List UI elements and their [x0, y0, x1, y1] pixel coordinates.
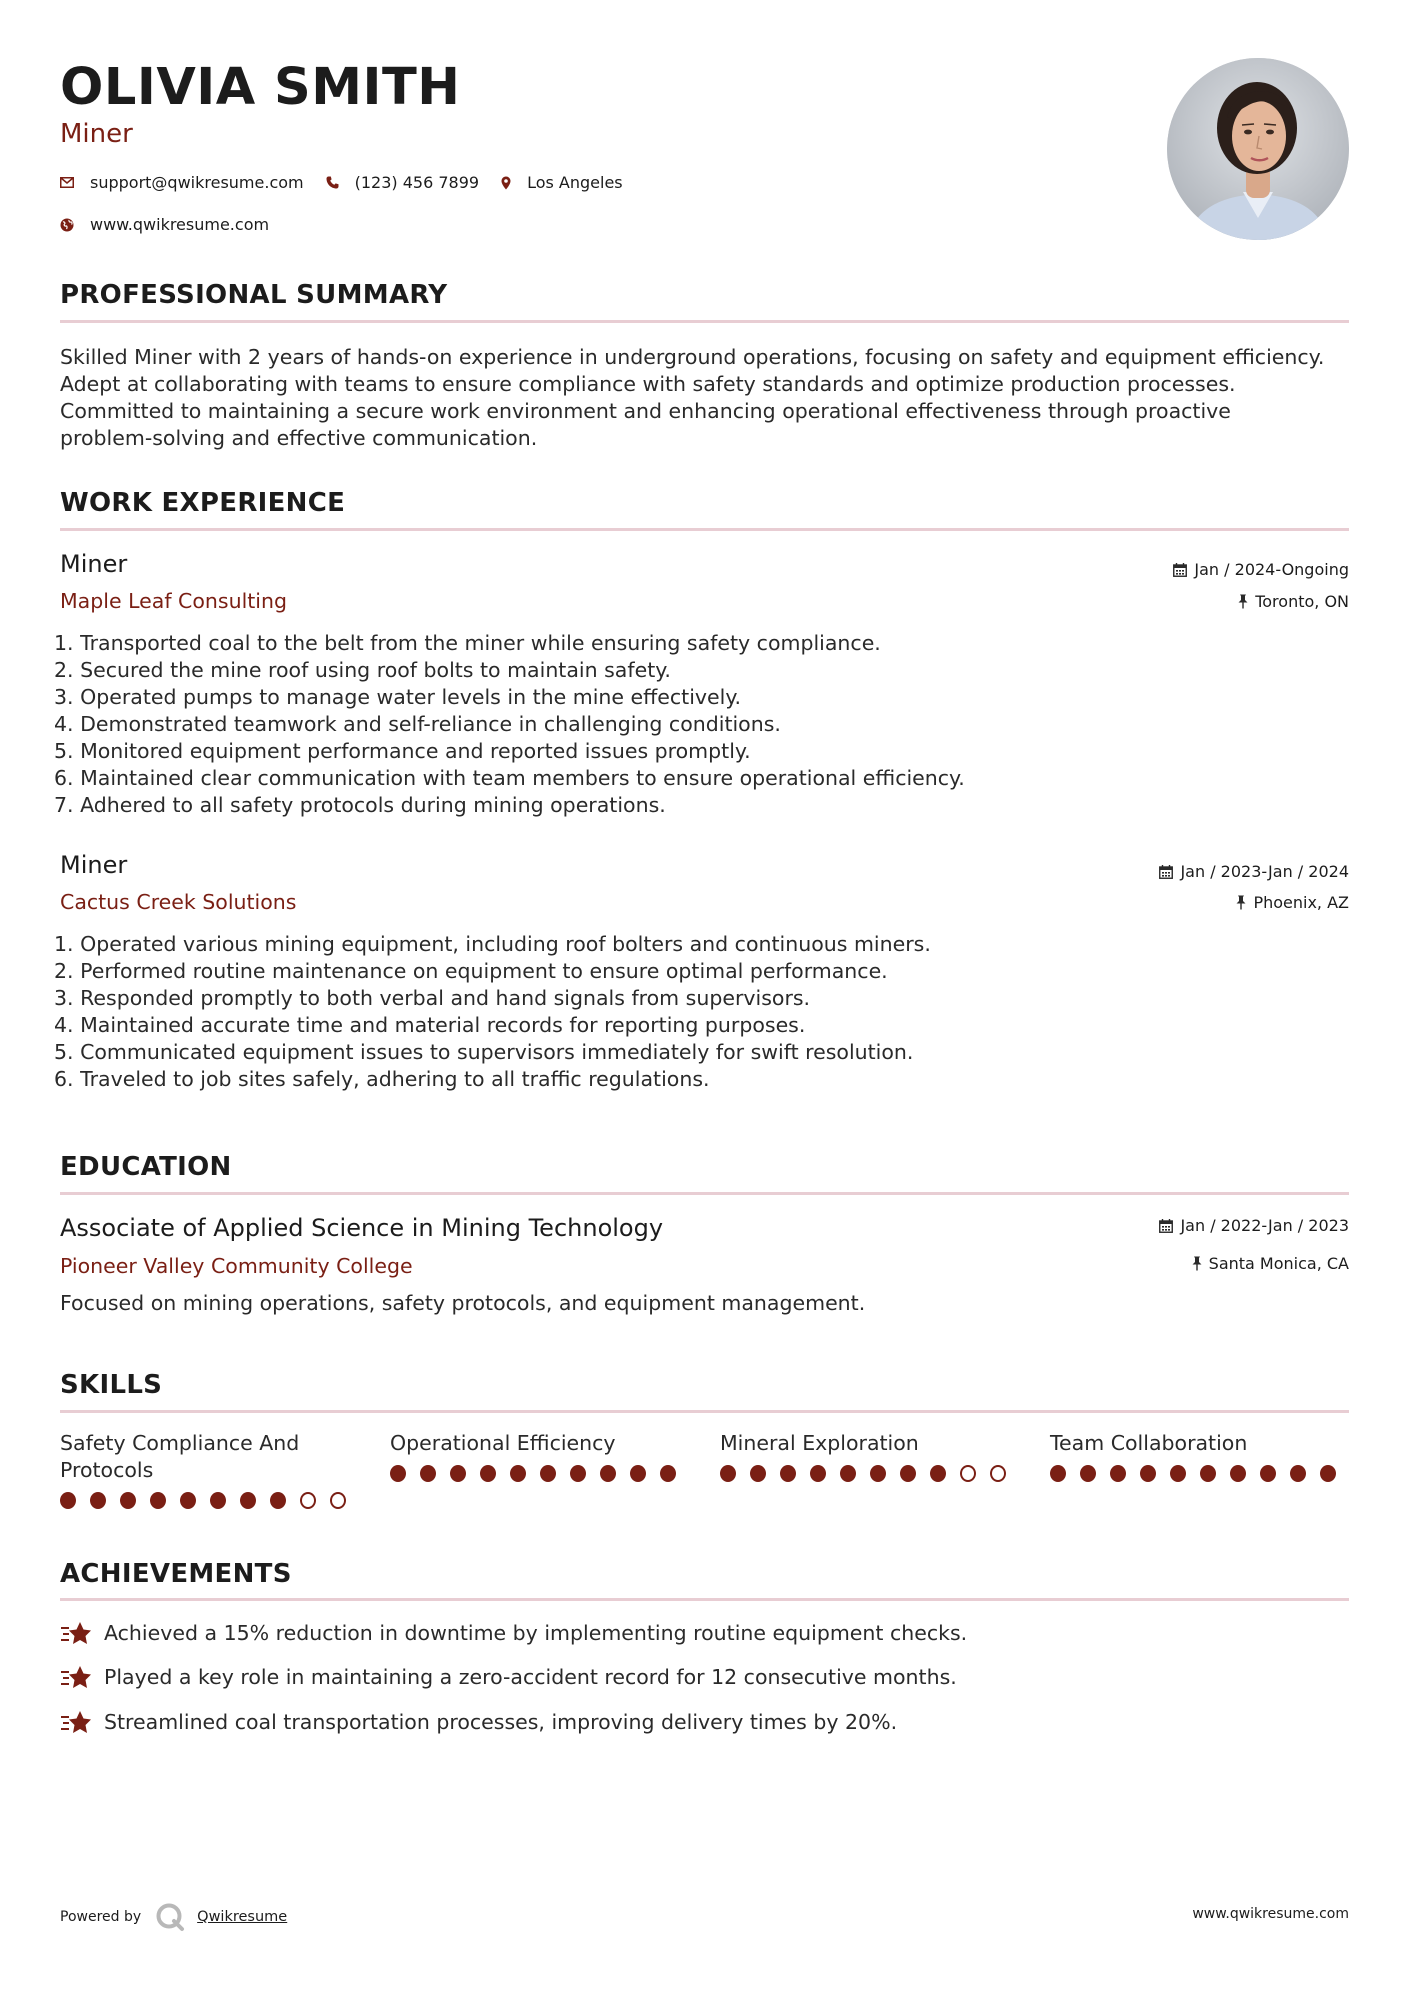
rating-dot-filled [1140, 1465, 1156, 1482]
section-divider [60, 320, 1349, 323]
rating-dot-filled [900, 1465, 916, 1482]
list-item: 4. Demonstrated teamwork and self-reliance in challenging conditions. [54, 712, 781, 736]
section-divider [60, 1598, 1349, 1601]
rating-dot-filled [1080, 1465, 1096, 1482]
footer-powered-by [60, 1902, 287, 1932]
list-item: 5. Communicated equipment issues to supervisors immediately for swift resolution. [54, 1040, 914, 1064]
contact-email[interactable] [60, 173, 304, 192]
list-item: 6. Maintained clear communication with team members to ensure operational efficiency. [54, 766, 965, 790]
rating-dot-filled [810, 1465, 826, 1482]
skill-item [390, 1430, 690, 1482]
rating-dot-filled [600, 1465, 616, 1482]
list-item: 2. Performed routine maintenance on equipment to ensure optimal performance. [54, 959, 888, 983]
phone-text: (123) 456 7899 [354, 173, 480, 192]
rating-dot-filled [450, 1465, 466, 1482]
list-item: 3. Responded promptly to both verbal and hand signals from supervisors. [54, 986, 811, 1010]
rating-dot-empty [960, 1465, 976, 1482]
skill-item [1050, 1430, 1350, 1482]
pushpin-icon [1192, 1256, 1202, 1271]
star-award-icon [60, 1709, 92, 1735]
rating-dot-filled [1110, 1465, 1126, 1482]
rating-dot-filled [1200, 1465, 1216, 1482]
website-text: www.qwikresume.com [90, 215, 270, 234]
job-dates-text: Jan / 2024-Ongoing [1194, 560, 1349, 579]
skill-rating [720, 1465, 1020, 1482]
job-title: Miner [60, 550, 128, 578]
rating-dot-filled [1170, 1465, 1186, 1482]
school-name: Pioneer Valley Community College [60, 1254, 413, 1278]
qwikresume-logo-icon [155, 1902, 185, 1932]
star-award-icon [60, 1664, 92, 1690]
calendar-icon [1159, 865, 1173, 879]
skill-name [720, 1430, 1020, 1457]
star-award-icon [60, 1620, 92, 1646]
list-item: 4. Maintained accurate time and material records for reporting purposes. [54, 1013, 806, 1037]
rating-dot-empty [990, 1465, 1006, 1482]
rating-dot-filled [1230, 1465, 1246, 1482]
rating-dot-filled [1260, 1465, 1276, 1482]
job-duties-list [54, 931, 931, 1093]
footer-website-link[interactable]: www.qwikresume.com [1192, 1906, 1349, 1922]
achievements-heading: ACHIEVEMENTS [60, 1559, 292, 1589]
skill-name-line: Operational Efficiency [390, 1431, 616, 1455]
candidate-role: Miner [60, 119, 133, 149]
degree-title: Associate of Applied Science in Mining Technology [60, 1214, 664, 1242]
job-location-text: Toronto, ON [1255, 592, 1349, 611]
job-location [1236, 893, 1349, 912]
section-divider [60, 528, 1349, 531]
achievement-item [60, 1709, 897, 1735]
contact-row-website [60, 215, 291, 234]
pushpin-icon [1238, 594, 1248, 609]
email-text: support@qwikresume.com [90, 173, 304, 192]
rating-dot-filled [870, 1465, 886, 1482]
achievement-item [60, 1620, 967, 1646]
rating-dot-filled [90, 1492, 106, 1509]
rating-dot-filled [390, 1465, 406, 1482]
list-item: 1. Operated various mining equipment, including roof bolters and continuous miners. [54, 932, 931, 956]
rating-dot-filled [1290, 1465, 1306, 1482]
rating-dot-filled [720, 1465, 736, 1482]
phone-icon [326, 176, 339, 189]
skill-name [390, 1430, 690, 1457]
skill-name-line: Protocols [60, 1458, 154, 1482]
section-divider [60, 1410, 1349, 1413]
rating-dot-empty [300, 1492, 316, 1509]
envelope-icon [60, 177, 74, 188]
achievement-text: Achieved a 15% reduction in downtime by implementing routine equipment checks. [104, 1621, 968, 1645]
rating-dot-filled [750, 1465, 766, 1482]
rating-dot-filled [1050, 1465, 1066, 1482]
list-item: 1. Transported coal to the belt from the miner while ensuring safety compliance. [54, 631, 881, 655]
contact-location [501, 173, 623, 192]
contact-row [60, 173, 645, 192]
powered-by-label: Powered by [60, 1909, 142, 1925]
rating-dot-filled [930, 1465, 946, 1482]
list-item: 3. Operated pumps to manage water levels in the mine effectively. [54, 685, 742, 709]
list-item: 7. Adhered to all safety protocols during mining operations. [54, 793, 666, 817]
rating-dot-empty [330, 1492, 346, 1509]
rating-dot-filled [60, 1492, 76, 1509]
profile-photo [1167, 58, 1349, 240]
rating-dot-filled [480, 1465, 496, 1482]
skills-heading: SKILLS [60, 1370, 163, 1400]
portrait-image [1167, 58, 1349, 240]
contact-website[interactable] [60, 215, 269, 234]
rating-dot-filled [210, 1492, 226, 1509]
experience-heading: WORK EXPERIENCE [60, 488, 346, 518]
location-text: Los Angeles [527, 173, 623, 192]
education-description: Focused on mining operations, safety protocols, and equipment management. [60, 1291, 866, 1315]
job-dates [1159, 862, 1349, 881]
achievement-item [60, 1664, 957, 1690]
skill-name-line: Mineral Exploration [720, 1431, 919, 1455]
list-item: 2. Secured the mine roof using roof bolts to maintain safety. [54, 658, 671, 682]
job-location-text: Phoenix, AZ [1253, 893, 1349, 912]
rating-dot-filled [120, 1492, 136, 1509]
rating-dot-filled [570, 1465, 586, 1482]
skill-name [1050, 1430, 1350, 1457]
rating-dot-filled [540, 1465, 556, 1482]
globe-icon [60, 218, 74, 232]
job-title: Miner [60, 851, 128, 879]
rating-dot-filled [630, 1465, 646, 1482]
skill-rating [60, 1492, 360, 1509]
education-dates-text: Jan / 2022-Jan / 2023 [1180, 1216, 1349, 1235]
achievement-text: Streamlined coal transportation processes, improving delivery times by 20%. [104, 1710, 898, 1734]
education-location [1192, 1254, 1349, 1273]
contact-phone[interactable] [326, 173, 479, 192]
summary-line: Adept at collaborating with teams to ensure compliance with safety standards and optimize production processes. [60, 372, 1236, 396]
skill-rating [390, 1465, 690, 1482]
job-dates [1173, 560, 1349, 579]
calendar-icon [1173, 563, 1187, 577]
summary-text [60, 344, 1349, 452]
company-name: Cactus Creek Solutions [60, 890, 297, 914]
pushpin-icon [1236, 895, 1246, 910]
achievement-text: Played a key role in maintaining a zero-accident record for 12 consecutive months. [104, 1665, 957, 1689]
rating-dot-filled [840, 1465, 856, 1482]
summary-line: Skilled Miner with 2 years of hands-on experience in underground operations, focusing on safety and equipment efficiency. [60, 345, 1325, 369]
qwikresume-link[interactable]: Qwikresume [197, 1909, 288, 1925]
company-name: Maple Leaf Consulting [60, 589, 288, 613]
rating-dot-filled [780, 1465, 796, 1482]
education-heading: EDUCATION [60, 1152, 232, 1182]
education-location-text: Santa Monica, CA [1208, 1254, 1349, 1273]
skill-name-line: Team Collaboration [1050, 1431, 1248, 1455]
summary-line: problem-solving and effective communication. [60, 426, 538, 450]
summary-line: Committed to maintaining a secure work environment and enhancing operational effectiveness through proactive [60, 399, 1231, 423]
map-pin-icon [501, 176, 511, 190]
rating-dot-filled [270, 1492, 286, 1509]
candidate-name: OLIVIA SMITH [60, 58, 461, 117]
skill-rating [1050, 1465, 1350, 1482]
education-dates [1159, 1216, 1349, 1235]
skill-item [720, 1430, 1020, 1482]
summary-heading: PROFESSIONAL SUMMARY [60, 280, 448, 310]
section-divider [60, 1192, 1349, 1195]
list-item: 6. Traveled to job sites safely, adhering to all traffic regulations. [54, 1067, 710, 1091]
rating-dot-filled [420, 1465, 436, 1482]
skill-item [60, 1430, 360, 1509]
skill-name [60, 1430, 360, 1484]
calendar-icon [1159, 1219, 1173, 1233]
rating-dot-filled [510, 1465, 526, 1482]
rating-dot-filled [240, 1492, 256, 1509]
skill-name-line: Safety Compliance And [60, 1431, 300, 1455]
rating-dot-filled [660, 1465, 676, 1482]
rating-dot-filled [150, 1492, 166, 1509]
job-duties-list [54, 630, 965, 819]
list-item: 5. Monitored equipment performance and reported issues promptly. [54, 739, 751, 763]
rating-dot-filled [1320, 1465, 1336, 1482]
job-dates-text: Jan / 2023-Jan / 2024 [1180, 862, 1349, 881]
job-location [1238, 592, 1349, 611]
rating-dot-filled [180, 1492, 196, 1509]
